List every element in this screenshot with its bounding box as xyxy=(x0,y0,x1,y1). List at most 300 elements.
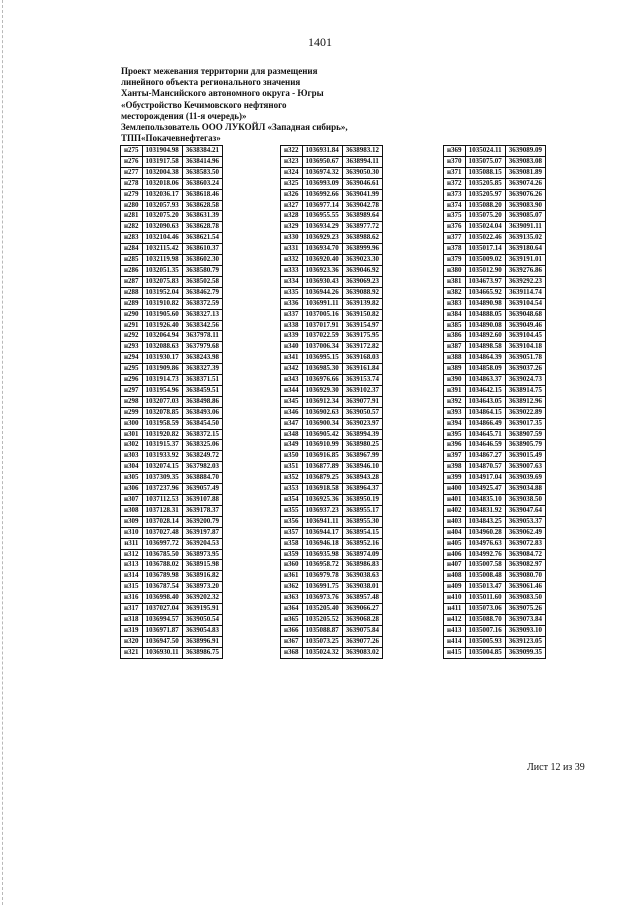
x-coordinate-cell: 1034646.59 xyxy=(465,440,505,451)
y-coordinate-cell: 3638996.91 xyxy=(182,636,222,647)
x-coordinate-cell: 1036920.40 xyxy=(302,255,342,266)
table-row xyxy=(281,287,383,298)
x-coordinate-cell: 1035073.25 xyxy=(302,636,342,647)
table-row xyxy=(121,342,223,353)
table-row xyxy=(444,625,546,636)
x-coordinate-cell: 1036946.18 xyxy=(302,538,342,549)
y-coordinate-cell: 3639088.92 xyxy=(342,287,382,298)
point-id-cell: н319 xyxy=(121,625,143,636)
coordinate-table-3 xyxy=(443,145,546,659)
x-coordinate-cell: 1032119.98 xyxy=(142,255,182,266)
y-coordinate-cell: 3639050.54 xyxy=(182,614,222,625)
y-coordinate-cell: 3638462.79 xyxy=(182,287,222,298)
table-row xyxy=(121,396,223,407)
x-coordinate-cell: 1036937.23 xyxy=(302,505,342,516)
x-coordinate-cell: 1031917.58 xyxy=(142,156,182,167)
x-coordinate-cell: 1037017.91 xyxy=(302,320,342,331)
table-row xyxy=(444,473,546,484)
x-coordinate-cell: 1034890.98 xyxy=(465,298,505,309)
coordinate-table-2 xyxy=(280,145,383,659)
y-coordinate-cell: 3638954.15 xyxy=(342,527,382,538)
x-coordinate-cell: 1036997.72 xyxy=(142,538,182,549)
y-coordinate-cell: 3639053.37 xyxy=(505,516,545,527)
point-id-cell: н341 xyxy=(281,353,303,364)
table-row xyxy=(281,451,383,462)
point-id-cell: н389 xyxy=(444,364,466,375)
point-id-cell: н331 xyxy=(281,244,303,255)
table-row xyxy=(281,429,383,440)
y-coordinate-cell: 3638603.24 xyxy=(182,178,222,189)
y-coordinate-cell: 3638371.51 xyxy=(182,375,222,386)
x-coordinate-cell: 1031933.92 xyxy=(142,451,182,462)
point-id-cell: н355 xyxy=(281,505,303,516)
y-coordinate-cell: 3639150.82 xyxy=(342,309,382,320)
x-coordinate-cell: 1034864.39 xyxy=(465,353,505,364)
x-coordinate-cell: 1035024.32 xyxy=(302,647,342,658)
x-coordinate-cell: 1032004.38 xyxy=(142,167,182,178)
y-coordinate-cell: 3638964.37 xyxy=(342,484,382,495)
x-coordinate-cell: 1036788.02 xyxy=(142,560,182,571)
point-id-cell: н279 xyxy=(121,189,143,200)
point-id-cell: н324 xyxy=(281,167,303,178)
x-coordinate-cell: 1034673.97 xyxy=(465,276,505,287)
table-row xyxy=(444,200,546,211)
point-id-cell: н353 xyxy=(281,484,303,495)
x-coordinate-cell: 1037237.96 xyxy=(142,484,182,495)
table-row xyxy=(281,244,383,255)
y-coordinate-cell: 3637979.68 xyxy=(182,342,222,353)
point-id-cell: н339 xyxy=(281,331,303,342)
point-id-cell: н396 xyxy=(444,440,466,451)
point-id-cell: н401 xyxy=(444,495,466,506)
y-coordinate-cell: 3638905.79 xyxy=(505,440,545,451)
table-row xyxy=(121,614,223,625)
x-coordinate-cell: 1036973.76 xyxy=(302,593,342,604)
x-coordinate-cell: 1036935.98 xyxy=(302,549,342,560)
y-coordinate-cell: 3639050.57 xyxy=(342,407,382,418)
x-coordinate-cell: 1036977.14 xyxy=(302,200,342,211)
point-id-cell: н393 xyxy=(444,407,466,418)
table-row xyxy=(444,385,546,396)
y-coordinate-cell: 3638999.96 xyxy=(342,244,382,255)
point-id-cell: н404 xyxy=(444,527,466,538)
x-coordinate-cell: 1036923.36 xyxy=(302,265,342,276)
y-coordinate-cell: 3639038.63 xyxy=(342,571,382,582)
table-row xyxy=(281,505,383,516)
y-coordinate-cell: 3639089.09 xyxy=(505,146,545,157)
point-id-cell: н407 xyxy=(444,560,466,571)
y-coordinate-cell: 3639135.02 xyxy=(505,233,545,244)
table-row xyxy=(444,451,546,462)
point-id-cell: н286 xyxy=(121,265,143,276)
point-id-cell: н303 xyxy=(121,451,143,462)
point-id-cell: н375 xyxy=(444,211,466,222)
y-coordinate-cell: 3638342.56 xyxy=(182,320,222,331)
y-coordinate-cell: 3639024.73 xyxy=(505,375,545,386)
point-id-cell: н397 xyxy=(444,451,466,462)
point-id-cell: н342 xyxy=(281,364,303,375)
table-row xyxy=(444,167,546,178)
y-coordinate-cell: 3639076.26 xyxy=(505,189,545,200)
y-coordinate-cell: 3638952.16 xyxy=(342,538,382,549)
x-coordinate-cell: 1036929.23 xyxy=(302,233,342,244)
x-coordinate-cell: 1035205.52 xyxy=(302,614,342,625)
x-coordinate-cell: 1032115.42 xyxy=(142,244,182,255)
point-id-cell: н323 xyxy=(281,156,303,167)
point-id-cell: н386 xyxy=(444,331,466,342)
x-coordinate-cell: 1036934.29 xyxy=(302,222,342,233)
table-row xyxy=(121,287,223,298)
table-row xyxy=(121,265,223,276)
y-coordinate-cell: 3639037.26 xyxy=(505,364,545,375)
point-id-cell: н316 xyxy=(121,593,143,604)
y-coordinate-cell: 3638459.51 xyxy=(182,385,222,396)
y-coordinate-cell: 3639051.78 xyxy=(505,353,545,364)
table-row xyxy=(444,244,546,255)
x-coordinate-cell: 1034992.76 xyxy=(465,549,505,560)
point-id-cell: н283 xyxy=(121,233,143,244)
table-row xyxy=(121,527,223,538)
y-coordinate-cell: 3638955.30 xyxy=(342,516,382,527)
table-row xyxy=(281,222,383,233)
y-coordinate-cell: 3639074.26 xyxy=(505,178,545,189)
x-coordinate-cell: 1036925.36 xyxy=(302,495,342,506)
x-coordinate-cell: 1034892.60 xyxy=(465,331,505,342)
y-coordinate-cell: 3638955.17 xyxy=(342,505,382,516)
y-coordinate-cell: 3639017.35 xyxy=(505,418,545,429)
table-row xyxy=(121,538,223,549)
x-coordinate-cell: 1034863.37 xyxy=(465,375,505,386)
y-coordinate-cell: 3639046.92 xyxy=(342,265,382,276)
x-coordinate-cell: 1032018.06 xyxy=(142,178,182,189)
table-row xyxy=(121,407,223,418)
table-row xyxy=(121,364,223,375)
y-coordinate-cell: 3639038.50 xyxy=(505,495,545,506)
point-id-cell: н290 xyxy=(121,309,143,320)
x-coordinate-cell: 1032074.15 xyxy=(142,462,182,473)
x-coordinate-cell: 1032088.63 xyxy=(142,342,182,353)
point-id-cell: н372 xyxy=(444,178,466,189)
point-id-cell: н302 xyxy=(121,440,143,451)
table-row xyxy=(281,473,383,484)
y-coordinate-cell: 3639107.88 xyxy=(182,495,222,506)
point-id-cell: н400 xyxy=(444,484,466,495)
y-coordinate-cell: 3639139.82 xyxy=(342,298,382,309)
y-coordinate-cell: 3639068.28 xyxy=(342,614,382,625)
table-row xyxy=(444,156,546,167)
x-coordinate-cell: 1032104.46 xyxy=(142,233,182,244)
x-coordinate-cell: 1036958.72 xyxy=(302,560,342,571)
point-id-cell: н361 xyxy=(281,571,303,582)
point-id-cell: н392 xyxy=(444,396,466,407)
x-coordinate-cell: 1034867.27 xyxy=(465,451,505,462)
y-coordinate-cell: 3639075.84 xyxy=(342,625,382,636)
x-coordinate-cell: 1031914.73 xyxy=(142,375,182,386)
y-coordinate-cell: 3637982.03 xyxy=(182,462,222,473)
y-coordinate-cell: 3639083.02 xyxy=(342,647,382,658)
x-coordinate-cell: 1036976.66 xyxy=(302,375,342,386)
table-row xyxy=(281,560,383,571)
point-id-cell: н321 xyxy=(121,647,143,658)
point-id-cell: н351 xyxy=(281,462,303,473)
point-id-cell: н378 xyxy=(444,244,466,255)
y-coordinate-cell: 3638989.64 xyxy=(342,211,382,222)
point-id-cell: н311 xyxy=(121,538,143,549)
x-coordinate-cell: 1036912.34 xyxy=(302,396,342,407)
page-number: 1401 xyxy=(308,35,332,49)
x-coordinate-cell: 1034835.10 xyxy=(465,495,505,506)
x-coordinate-cell: 1031958.59 xyxy=(142,418,182,429)
y-coordinate-cell: 3638988.62 xyxy=(342,233,382,244)
table-row xyxy=(121,505,223,516)
y-coordinate-cell: 3638994.11 xyxy=(342,156,382,167)
y-coordinate-cell: 3639104.45 xyxy=(505,331,545,342)
point-id-cell: н409 xyxy=(444,582,466,593)
y-coordinate-cell: 3638583.50 xyxy=(182,167,222,178)
point-id-cell: н391 xyxy=(444,385,466,396)
table-row xyxy=(444,211,546,222)
table-row xyxy=(281,189,383,200)
table-row xyxy=(121,429,223,440)
point-id-cell: н284 xyxy=(121,244,143,255)
y-coordinate-cell: 3638973.95 xyxy=(182,549,222,560)
point-id-cell: н320 xyxy=(121,636,143,647)
table-row xyxy=(444,331,546,342)
x-coordinate-cell: 1036950.67 xyxy=(302,156,342,167)
x-coordinate-cell: 1032051.35 xyxy=(142,265,182,276)
table-row xyxy=(121,593,223,604)
y-coordinate-cell: 3639057.49 xyxy=(182,484,222,495)
y-coordinate-cell: 3639083.90 xyxy=(505,200,545,211)
point-id-cell: н280 xyxy=(121,200,143,211)
y-coordinate-cell: 3639292.23 xyxy=(505,276,545,287)
table-row xyxy=(281,385,383,396)
x-coordinate-cell: 1034642.15 xyxy=(465,385,505,396)
x-coordinate-cell: 1036905.42 xyxy=(302,429,342,440)
y-coordinate-cell: 3639023.97 xyxy=(342,418,382,429)
x-coordinate-cell: 1036900.34 xyxy=(302,418,342,429)
y-coordinate-cell: 3639200.79 xyxy=(182,516,222,527)
point-id-cell: н356 xyxy=(281,516,303,527)
x-coordinate-cell: 1036947.50 xyxy=(142,636,182,647)
x-coordinate-cell: 1035088.70 xyxy=(465,614,505,625)
point-id-cell: н369 xyxy=(444,146,466,157)
y-coordinate-cell: 3639154.97 xyxy=(342,320,382,331)
y-coordinate-cell: 3639082.97 xyxy=(505,560,545,571)
point-id-cell: н299 xyxy=(121,407,143,418)
table-row xyxy=(444,516,546,527)
y-coordinate-cell: 3639180.64 xyxy=(505,244,545,255)
table-row xyxy=(121,244,223,255)
x-coordinate-cell: 1036902.63 xyxy=(302,407,342,418)
point-id-cell: н287 xyxy=(121,276,143,287)
point-id-cell: н281 xyxy=(121,211,143,222)
x-coordinate-cell: 1035007.16 xyxy=(465,625,505,636)
table-row xyxy=(121,146,223,157)
y-coordinate-cell: 3637978.11 xyxy=(182,331,222,342)
table-row xyxy=(281,342,383,353)
y-coordinate-cell: 3638243.98 xyxy=(182,353,222,364)
x-coordinate-cell: 1036944.26 xyxy=(302,287,342,298)
point-id-cell: н347 xyxy=(281,418,303,429)
x-coordinate-cell: 1034643.05 xyxy=(465,396,505,407)
table-row xyxy=(444,396,546,407)
point-id-cell: н345 xyxy=(281,396,303,407)
point-id-cell: н357 xyxy=(281,527,303,538)
y-coordinate-cell: 3639049.46 xyxy=(505,320,545,331)
point-id-cell: н289 xyxy=(121,298,143,309)
y-coordinate-cell: 3639069.23 xyxy=(342,276,382,287)
y-coordinate-cell: 3638372.15 xyxy=(182,429,222,440)
table-row xyxy=(121,516,223,527)
x-coordinate-cell: 1037027.48 xyxy=(142,527,182,538)
document-header xyxy=(121,66,381,144)
point-id-cell: н291 xyxy=(121,320,143,331)
point-id-cell: н376 xyxy=(444,222,466,233)
y-coordinate-cell: 3638493.06 xyxy=(182,407,222,418)
table-row xyxy=(281,582,383,593)
table-row xyxy=(121,582,223,593)
y-coordinate-cell: 3638414.96 xyxy=(182,156,222,167)
table-row xyxy=(281,364,383,375)
table-row xyxy=(121,375,223,386)
table-row xyxy=(281,636,383,647)
point-id-cell: н415 xyxy=(444,647,466,658)
point-id-cell: н296 xyxy=(121,375,143,386)
x-coordinate-cell: 1036879.25 xyxy=(302,473,342,484)
table-row xyxy=(281,538,383,549)
y-coordinate-cell: 3639153.74 xyxy=(342,375,382,386)
point-id-cell: н381 xyxy=(444,276,466,287)
point-id-cell: н297 xyxy=(121,385,143,396)
x-coordinate-cell: 1036931.84 xyxy=(302,146,342,157)
table-row xyxy=(121,255,223,266)
table-row xyxy=(444,364,546,375)
table-row xyxy=(281,604,383,615)
x-coordinate-cell: 1034665.92 xyxy=(465,287,505,298)
y-coordinate-cell: 3638946.10 xyxy=(342,462,382,473)
x-coordinate-cell: 1036998.40 xyxy=(142,593,182,604)
table-row xyxy=(121,233,223,244)
header-line: линейного объекта регионального значения xyxy=(121,77,301,88)
table-row xyxy=(281,614,383,625)
y-coordinate-cell: 3639104.18 xyxy=(505,342,545,353)
table-row xyxy=(281,211,383,222)
x-coordinate-cell: 1036789.98 xyxy=(142,571,182,582)
table-row xyxy=(444,298,546,309)
x-coordinate-cell: 1035205.97 xyxy=(465,189,505,200)
y-coordinate-cell: 3638977.72 xyxy=(342,222,382,233)
x-coordinate-cell: 1036995.15 xyxy=(302,353,342,364)
table-row xyxy=(444,614,546,625)
y-coordinate-cell: 3639080.70 xyxy=(505,571,545,582)
point-id-cell: н399 xyxy=(444,473,466,484)
header-line: ТПП«Покачевнефтегаз» xyxy=(121,133,221,144)
y-coordinate-cell: 3638498.86 xyxy=(182,396,222,407)
table-row xyxy=(281,593,383,604)
table-row xyxy=(281,527,383,538)
table-row xyxy=(281,353,383,364)
table-row xyxy=(281,418,383,429)
point-id-cell: н288 xyxy=(121,287,143,298)
table-row xyxy=(281,255,383,266)
x-coordinate-cell: 1035024.11 xyxy=(465,146,505,157)
x-coordinate-cell: 1031915.37 xyxy=(142,440,182,451)
y-coordinate-cell: 3639022.89 xyxy=(505,407,545,418)
table-row xyxy=(121,222,223,233)
table-row xyxy=(121,473,223,484)
y-coordinate-cell: 3639073.84 xyxy=(505,614,545,625)
x-coordinate-cell: 1035008.48 xyxy=(465,571,505,582)
y-coordinate-cell: 3639050.30 xyxy=(342,167,382,178)
point-id-cell: н377 xyxy=(444,233,466,244)
table-row xyxy=(444,276,546,287)
point-id-cell: н371 xyxy=(444,167,466,178)
table-row xyxy=(121,418,223,429)
y-coordinate-cell: 3639276.86 xyxy=(505,265,545,276)
point-id-cell: н411 xyxy=(444,604,466,615)
point-id-cell: н380 xyxy=(444,265,466,276)
point-id-cell: н300 xyxy=(121,418,143,429)
table-row xyxy=(444,222,546,233)
y-coordinate-cell: 3639091.11 xyxy=(505,222,545,233)
point-id-cell: н327 xyxy=(281,200,303,211)
x-coordinate-cell: 1031952.04 xyxy=(142,287,182,298)
point-id-cell: н359 xyxy=(281,549,303,560)
point-id-cell: н360 xyxy=(281,560,303,571)
x-coordinate-cell: 1034976.63 xyxy=(465,538,505,549)
x-coordinate-cell: 1035005.93 xyxy=(465,636,505,647)
y-coordinate-cell: 3638628.58 xyxy=(182,200,222,211)
x-coordinate-cell: 1031910.82 xyxy=(142,298,182,309)
y-coordinate-cell: 3638325.06 xyxy=(182,440,222,451)
x-coordinate-cell: 1031930.17 xyxy=(142,353,182,364)
x-coordinate-cell: 1036994.57 xyxy=(142,614,182,625)
x-coordinate-cell: 1031920.82 xyxy=(142,429,182,440)
table-row xyxy=(444,265,546,276)
point-id-cell: н277 xyxy=(121,167,143,178)
x-coordinate-cell: 1035017.14 xyxy=(465,244,505,255)
y-coordinate-cell: 3639081.89 xyxy=(505,167,545,178)
table-row xyxy=(121,178,223,189)
table-row xyxy=(281,298,383,309)
x-coordinate-cell: 1035205.40 xyxy=(302,604,342,615)
x-coordinate-cell: 1036974.32 xyxy=(302,167,342,178)
point-id-cell: н275 xyxy=(121,146,143,157)
x-coordinate-cell: 1035073.06 xyxy=(465,604,505,615)
table-row xyxy=(281,178,383,189)
point-id-cell: н328 xyxy=(281,211,303,222)
point-id-cell: н384 xyxy=(444,309,466,320)
table-row xyxy=(281,647,383,658)
point-id-cell: н412 xyxy=(444,614,466,625)
point-id-cell: н413 xyxy=(444,625,466,636)
x-coordinate-cell: 1037005.16 xyxy=(302,309,342,320)
table-row xyxy=(121,309,223,320)
point-id-cell: н306 xyxy=(121,484,143,495)
y-coordinate-cell: 3639066.27 xyxy=(342,604,382,615)
sheet-counter: Лист 12 из 39 xyxy=(527,762,585,773)
x-coordinate-cell: 1032057.93 xyxy=(142,200,182,211)
y-coordinate-cell: 3638628.78 xyxy=(182,222,222,233)
y-coordinate-cell: 3638912.96 xyxy=(505,396,545,407)
x-coordinate-cell: 1036930.43 xyxy=(302,276,342,287)
y-coordinate-cell: 3639104.54 xyxy=(505,298,545,309)
y-coordinate-cell: 3638915.98 xyxy=(182,560,222,571)
y-coordinate-cell: 3638884.70 xyxy=(182,473,222,484)
table-row xyxy=(121,200,223,211)
point-id-cell: н322 xyxy=(281,146,303,157)
